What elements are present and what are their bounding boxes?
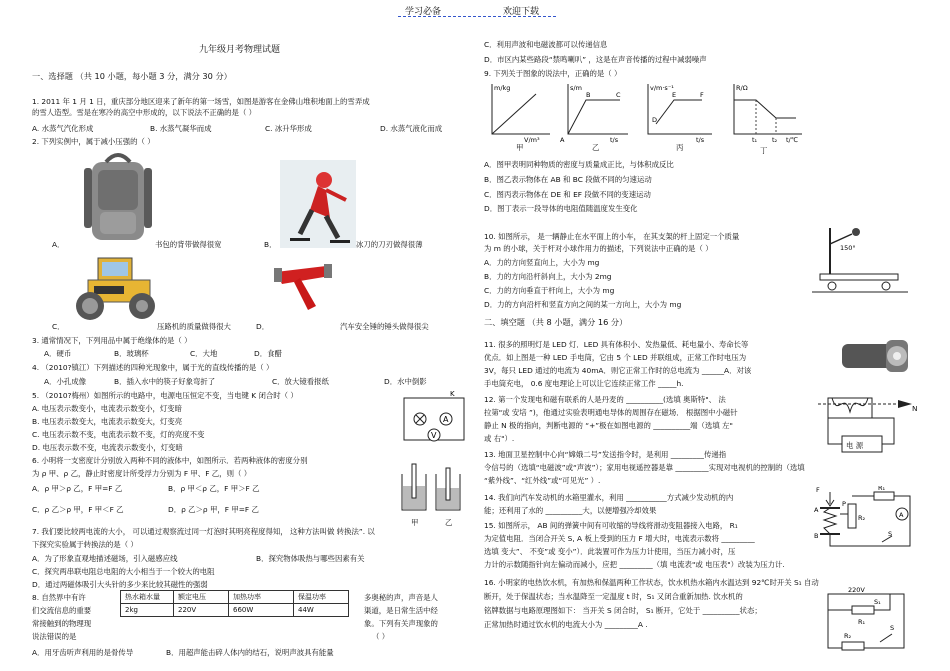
q10-cart-diagram [812,222,908,296]
graph-ding-t1: t₁ [752,136,758,144]
svg-text:A: A [899,511,904,519]
q15-line-4: 力计的示数随指针向左偏动而减小，应把 _________（填 电流表"或 电压表"）改装为压力计. [484,560,785,569]
q3-option-d: D．食醋 [254,349,282,358]
q2-caption-a: 书包的背带做得很宽 [155,240,222,249]
q12-needle-n: N [912,404,918,413]
q15-pressure-circuit [812,486,920,550]
q16-label-s1: S₁ [874,598,881,606]
q15-line-3: 选填 变大”、 不变”或 变小”）．此装置可作为压力计使用，当压力减小时，压 [484,547,736,556]
q2-text: 2. 下列实例中，属于减小压强的（ ） [32,137,155,146]
q13-line-3: “紫外线”、“红外线”或“可见光” ）. [484,476,601,485]
q16-line-1: 16. 小明家的电热饮水机，有加热和保温两种工作状态，饮水机热水箱内水温达到 92℃时开关 S₁ 自动 [484,578,819,587]
spec-value-heat-power: 660W [229,604,294,617]
q1-option-b: B. 水蒸气凝华而成 [150,124,212,133]
graph-jia-caption: 甲 [516,143,524,152]
q1-text-1: 1. 2011 年 1 月 1 日，重庆部分地区迎来了新年的第一场雪，如图是游客在金佛山堆积地面上的雪弄成 [32,97,370,106]
q7-option-c: C．探究两串联电阻总电阻的大小相当于一个较大的电阻 [32,567,215,576]
q1-text-2: 的雪人造型。雪是在寒冷的高空中形成的，以下说法不正确的是（ ） [32,108,257,117]
q5-option-b: B. 电压表示数变大，电流表示数变大，灯变亮 [32,417,183,426]
road-roller-image [68,254,160,322]
graph-bing-y: v/m·s⁻¹ [650,84,674,92]
q1-option-a: A. 水蒸气汽化形成 [32,124,94,133]
graph-ding [726,80,806,146]
spec-value-capacity: 2kg [121,604,174,617]
q8-right-3: 象。下列有关声现象的 [364,619,438,628]
q9-option-c: C．图丙表示物体在 DE 和 EF 段做不同的变速运动 [484,190,651,199]
q2-option-d: D． [256,322,270,331]
q15-label-a: A [814,506,819,514]
graph-yi-caption: 乙 [592,143,600,152]
q11-line-1: 11. 很多的照明灯是 LED 灯．LED 具有体积小、发热量低、耗电量小、寿命长等 [484,340,749,349]
q8-option-c: C．利用声波和电磁波都可以传递信息 [484,40,608,49]
header-left: 学习必备 [405,7,442,17]
q12-line-4: 或 右"）. [484,434,515,443]
graph-bing-caption: 丙 [676,143,684,152]
q8-right-2: 渠道，是日常生活中经 [364,606,438,615]
graph-ding-y: R/Ω [736,84,748,92]
graph-bing-e: E [672,91,677,99]
q2-caption-b: 冰刀的刀刃做得很薄 [356,240,423,249]
q7-option-a: A．为了形象直观地描述磁场，引入磁感应线 [32,554,178,563]
graph-yi-b: B [586,91,591,99]
q11-line-2: 优点．如上图是一种 LED 手电筒，它由 5 个 LED 并联组成，正常工作时电压为 [484,353,747,362]
q12-solenoid-diagram [812,394,920,460]
q8-line-2: 们交流信息的重要 [32,606,92,615]
q15-label-r1: R₁ [878,486,886,492]
q7-text-1: 7. 我们要比较两电流的大小， 可以通过观察流过同一灯泡时其明亮程度得知， 这种方法叫做 转换法”. 以 [32,527,375,536]
q16-line-4: 正常加热时通过饮水机的电流大小为 _________A . [484,620,648,629]
q3-option-b: B．玻璃杯 [114,349,149,358]
svg-text:A: A [443,415,449,424]
q14-line-2: 能；还利用了水的 __________大，以便增强冷却效果 [484,506,657,515]
q10-text-1: 10. 如图所示， 是一辆静止在水平面上的小车， 在其支架的杆上固定一个质量 [484,232,740,241]
q12-line-1: 12. 第一个发现电和磁有联系的人是丹麦的 __________(选填 奥斯特"、 法 [484,395,726,404]
spec-header-voltage: 额定电压 [174,591,229,604]
q9-option-b: B．图乙表示物体在 AB 和 BC 段做不同的匀速运动 [484,175,652,184]
q16-line-2: 断开，处于保温状态；当水温降至一定温度 t 时，S₁ 又闭合重新加热. 饮水机的 [484,592,743,601]
spec-table [120,590,349,617]
q10-option-a: A．力的方向竖直向上，大小为 mg [484,258,600,267]
q8-line-3: 常接触到的物理现 [32,619,92,628]
graph-ding-caption: 丁 [760,146,768,155]
q2-option-c: C． [52,322,65,331]
q6-option-b: B．ρ 甲＜ρ 乙，F 甲＞F 乙 [168,484,260,493]
q15-line-1: 15. 如图所示， AB 间的弹簧中间有可收缩的导线将滑动变阻器接入电路， R₁ [484,521,738,530]
q12-line-3: 静止 N 极的指向，判断电源的 “+”极在如图电源的 __________端（选填 左" [484,421,733,430]
graph-bing-d: D [652,116,658,124]
q5-option-d: D. 电压表示数不变，电流表示数变小，灯变暗 [32,443,183,452]
q7-option-b: B．探究物体吸热与哪些因素有关 [256,554,365,563]
q6-label-left: 甲 [411,518,419,527]
header-right: 欢迎下载 [503,7,540,17]
q4-text: 4. （2010?镇江）下列描述的四种光现象中，属于光的直线传播的是（ ） [32,363,274,372]
spec-header-capacity: 热水箱水量 [121,591,174,604]
graph-yi-x: t/s [610,136,619,144]
q5-option-c: C. 电压表示数不变，电流表示数不变，灯的亮度不变 [32,430,205,439]
graph-ding-t2: t₂ [772,136,778,144]
q14-line-1: 14. 我们向汽车发动机的水箱里灌水，利用 ___________方式减少发动机的内 [484,493,734,502]
q16-label-r2: R₂ [844,632,852,640]
graph-jia-y: m/kg [494,84,511,92]
header-underline [398,16,556,17]
q11-line-4: 手电筒充电， 0.6 度电理论上可以让它连续正常工作 _____h. [484,379,684,388]
section2-heading: 二、填空题 （共 8 小题，满分 16 分） [484,317,628,327]
q6-label-right: 乙 [445,518,453,527]
q11-line-3: 3V，每只 LED 通过的电流为 40mA．则它正常工作时的总电流为 ______A．对该 [484,366,752,375]
q9-option-d: D．图丁表示一段导体的电阻值随温度发生变化 [484,204,638,213]
q16-label-r1: R₁ [858,618,866,626]
spec-value-voltage: 220V [174,604,229,617]
svg-text:V: V [431,431,437,440]
q5-circuit-diagram [398,388,470,446]
q8-option-a: A．用牙齿听声利用的是骨传导 [32,648,134,657]
q5-option-a: A. 电压表示数变小，电流表示数变小，灯变暗 [32,404,183,413]
skater-image [280,160,356,248]
q15-label-f: F [816,486,820,494]
q8-line-4: 说法错误的是 [32,632,77,641]
graph-yi [560,80,632,144]
q3-option-c: C．大地 [190,349,218,358]
q10-option-c: C．力的方向垂直于杆向上，大小为 mg [484,286,615,295]
q6-option-a: A．ρ 甲＞ρ 乙，F 甲=F 乙 [32,484,123,493]
q10-text-2: 为 m 的小球，关于杆对小球作用力的描述，下列说法中正确的是（ ） [484,244,713,253]
q10-option-b: B．力的方向沿杆斜向上，大小为 2mg [484,272,612,281]
graph-bing-f: F [700,91,704,99]
q3-text: 3. 通常情况下，下列用品中属于绝缘体的是（ ） [32,336,192,345]
q4-option-c: C．放大镜看报纸 [272,377,329,386]
graph-bing [640,80,716,144]
q15-label-b: B [814,532,819,540]
q10-angle-label: 150° [840,244,856,252]
q5-text: 5. （2010?梅州）如图所示的电路中，电源电压恒定不变，当电键 K 闭合时（ ） [32,391,298,400]
graph-ding-x: t/℃ [786,136,799,144]
q15-label-r2: R₂ [858,514,866,522]
q4-option-a: A．小孔成像 [44,377,87,386]
q6-text-1: 6. 小明将一支密度计分别放入两种不同的液体中，如图所示．若两种液体的密度分别 [32,456,308,465]
q1-option-c: C. 冰升华形成 [265,124,312,133]
page-title: 九年级月考物理试题 [199,45,281,55]
q7-option-d: D．通过两磁体吸引大头针的多少来比较其磁性的强弱 [32,580,208,589]
flashlight-image [842,338,912,378]
q13-line-2: 令信号的（选填“电磁波”或“声波”）；家用电视遥控器是靠 _________实现对电视机的控制的（选填 [484,463,805,472]
q6-text-2: 为 ρ 甲、ρ 乙，静止时密度计所受浮力分别为 F 甲、F 乙，则（ ） [32,469,252,478]
q9-text: 9. 下列关于图象的说法中，正确的是（ ） [484,69,622,78]
q3-option-a: A．硬币 [44,349,72,358]
q2-option-b: B． [264,240,277,249]
spec-value-keep-power: 44W [294,604,349,617]
q1-option-d: D. 水蒸气液化而成 [380,124,443,133]
q16-dispenser-circuit [818,584,914,656]
q8-right-1: 多奥秘的声，声音是人 [364,593,438,602]
graph-bing-x: t/s [696,136,705,144]
q15-label-p: P [842,500,846,508]
q10-option-d: D．力的方向沿杆和竖直方向之间的某一方向上，大小为 mg [484,300,682,309]
svg-text:K: K [450,390,455,398]
graph-yi-c: C [616,91,621,99]
q6-option-d: D．ρ 乙＞ρ 甲，F 甲=F 乙 [168,505,259,514]
graph-jia-x: V/m³ [524,136,540,144]
safety-hammer-image [270,262,340,312]
graph-yi-a: A [560,136,565,144]
q2-option-a: A． [52,240,65,249]
q12-power-label: 电 源 [846,441,864,450]
q16-label-s: S [890,624,895,632]
q8-right-4: （ ） [372,632,390,641]
q2-caption-c: 压路机的质量做得很大 [157,322,231,331]
q15-label-s: S [888,530,893,538]
q6-beakers-diagram [398,460,466,518]
q4-option-d: D．水中倒影 [384,377,427,386]
q12-line-2: 拉第"或 安培 ”)，他通过实验表明通电导体的周围存在磁场． 根据图中小磁针 [484,408,738,417]
q2-caption-d: 汽车安全锤的锤头做得很尖 [340,322,429,331]
q16-line-3: 铭牌数据与电路原理图如下： 当开关 S 闭合时， S₁ 断开，它处于 __________状态； [484,606,762,615]
q15-line-2: 为定值电阻．当闭合开关 S, A 板上受到的压力 F 增大时，电流表示数将 _________ [484,534,755,543]
q8-option-b: B．用超声能击碎人体内的结石，说明声波具有能量 [166,648,334,657]
section1-heading: 一、选择题 （共 10 小题，每小题 3 分，满分 30 分） [32,71,232,81]
q4-option-b: B．插入水中的筷子好象弯折了 [114,377,216,386]
q16-label-voltage: 220V [848,586,865,594]
graph-jia [484,80,554,144]
q6-option-c: C．ρ 乙＞ρ 甲，F 甲＜F 乙 [32,505,124,514]
q13-line-1: 13. 地面卫星控制中心向“嫦娥二号”发送指令时，是利用 _________传递指 [484,450,727,459]
q7-text-2: 下探究实验属于转换法的是（ ） [32,540,138,549]
spec-header-keep-power: 保温功率 [294,591,349,604]
spec-header-heat-power: 加热功率 [229,591,294,604]
graph-yi-y: s/m [570,84,582,92]
q8-line-1: 8. 自然界中有许 [32,593,86,602]
q8-option-d: D．市区内某些路段“禁鸣喇叭” ，这是在声音传播的过程中减弱噪声 [484,55,707,64]
backpack-image [82,150,154,245]
q9-option-a: A．图甲表明同种物质的密度与质量成正比，与体积成反比 [484,160,674,169]
